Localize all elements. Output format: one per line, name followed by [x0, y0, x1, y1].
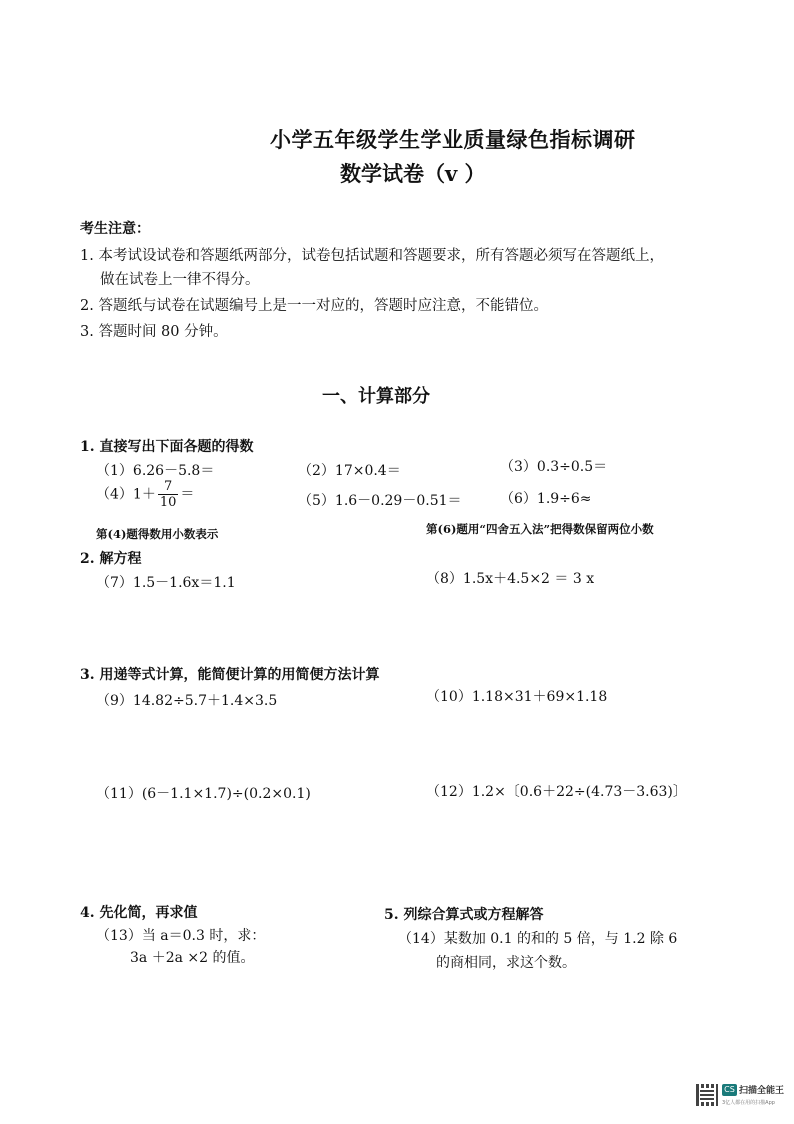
page-subtitle: 数学试卷（ⅴ ） [340, 161, 486, 186]
notice-item-3: 3. 答题时间 80 分钟。 [80, 324, 228, 340]
problem-6-note: 第(6)题用“四舍五入法”把得数保留两位小数 [426, 522, 654, 536]
section-title: 一、计算部分 [322, 386, 430, 407]
problem-1: （1）6.26－5.8＝ [96, 463, 215, 479]
problem-12: （12）1.2×〔0.6＋22÷(4.73－3.63)〕 [426, 784, 687, 800]
problem-9: （9）14.82÷5.7＋1.4×3.5 [96, 693, 278, 709]
problem-14-cont: 的商相同，求这个数。 [436, 955, 576, 971]
question-5-heading: 5. 列综合算式或方程解答 [384, 907, 544, 923]
notice-item-1-cont: 做在试卷上一律不得分。 [100, 272, 260, 288]
problem-8: （8）1.5x＋4.5×2 ＝ 3 x [426, 571, 595, 587]
watermark-app-name: 扫描全能王 [739, 1086, 785, 1096]
notice-heading: 考生注意： [80, 221, 150, 237]
problem-5: （5）1.6－0.29－0.51＝ [298, 493, 462, 509]
question-2-heading: 2. 解方程 [80, 551, 142, 567]
fraction-denominator: 10 [159, 495, 177, 510]
fraction-numerator: 7 [163, 479, 173, 494]
problem-11: （11）(6－1.1×1.7)÷(0.2×0.1) [96, 786, 311, 802]
problem-3: （3）0.3÷0.5＝ [500, 459, 608, 475]
question-4-heading: 4. 先化简，再求值 [80, 905, 198, 921]
problem-6: （6）1.9÷6≈ [500, 491, 592, 507]
fraction [158, 480, 179, 509]
question-1-heading: 1. 直接写出下面各题的得数 [80, 439, 254, 455]
notice-item-2: 2. 答题纸与试卷在试题编号上是一一对应的，答题时应注意，不能错位。 [80, 298, 548, 314]
notice-item-1: 1. 本考试设试卷和答题纸两部分，试卷包括试题和答题要求，所有答题必须写在答题纸上， [80, 248, 664, 264]
watermark-subtext: 3亿人都在用的扫描App [722, 1100, 775, 1106]
camscanner-logo-icon: CS [722, 1084, 737, 1096]
problem-7: （7）1.5－1.6x＝1.1 [96, 575, 236, 591]
problem-13: （13）当 a＝0.3 时，求： [96, 928, 266, 944]
problem-4-suffix: ＝ [180, 486, 195, 503]
problem-14: （14）某数加 0.1 的和的 5 倍，与 1.2 除 6 [398, 931, 678, 947]
problem-10: （10）1.18×31＋69×1.18 [426, 689, 608, 705]
problem-4-prefix: （4）1＋ [96, 486, 156, 503]
question-3-heading: 3. 用递等式计算，能简便计算的用简便方法计算 [80, 667, 380, 683]
problem-13-cont: 3a ＋2a ×2 的值。 [130, 950, 255, 966]
problem-4-note: 第(4)题得数用小数表示 [96, 527, 219, 541]
page-title: 小学五年级学生学业质量绿色指标调研 [270, 127, 636, 152]
problem-2: （2）17×0.4＝ [298, 463, 401, 479]
problem-4 [96, 480, 194, 509]
qr-code-icon [696, 1084, 718, 1106]
